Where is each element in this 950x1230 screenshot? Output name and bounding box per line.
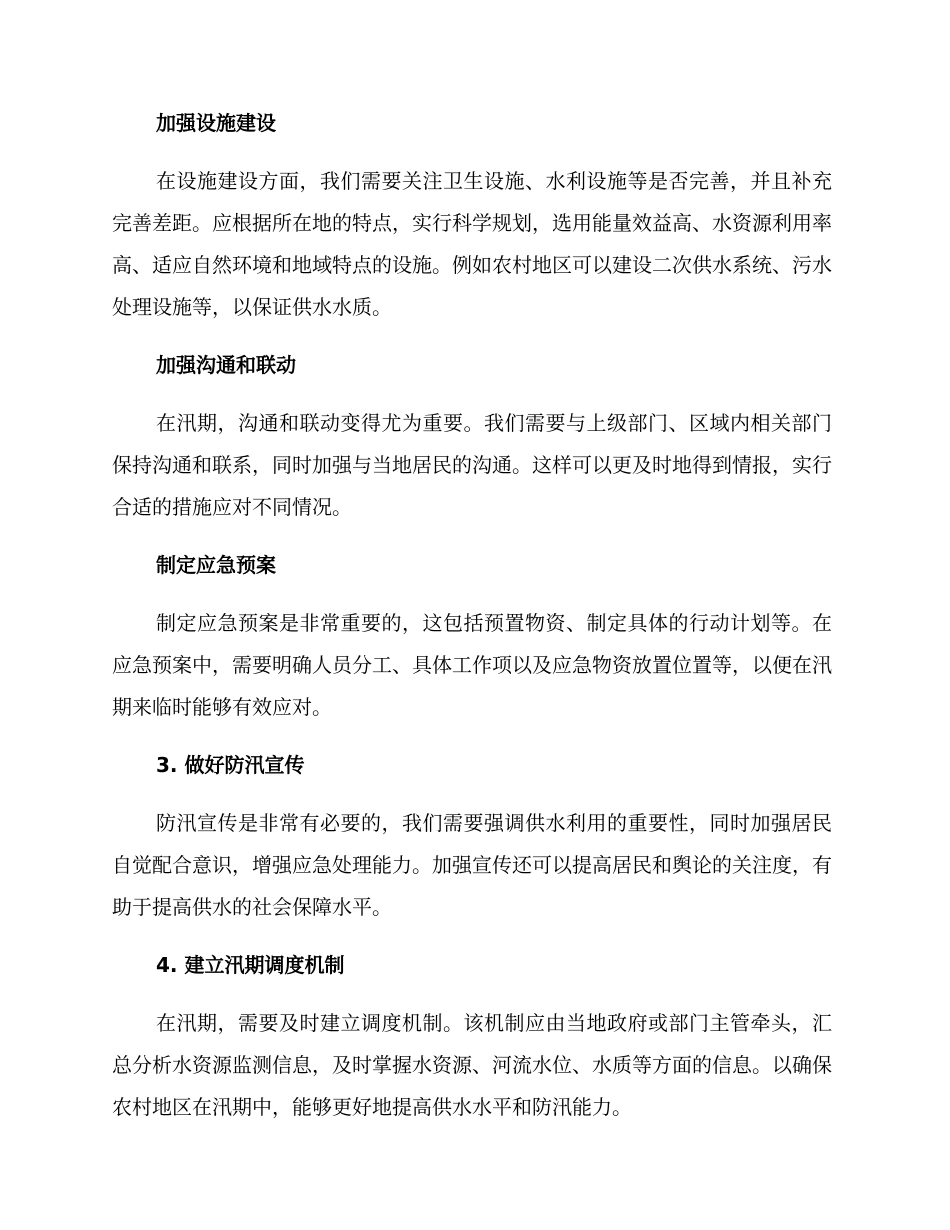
section-heading: 3. 做好防汛宣传 — [156, 753, 305, 777]
section-heading: 制定应急预案 — [156, 553, 276, 577]
section-heading: 4. 建立汛期调度机制 — [156, 953, 345, 977]
section-paragraph: 防汛宣传是非常有必要的，我们需要强调供水利用的重要性，同时加强居民自觉配合意识，增强应急处理能力。加强宣传还可以提高居民和舆论的关注度，有助于提高供水的社会保障水平。 — [112, 811, 832, 919]
section-paragraph: 在汛期，沟通和联动变得尤为重要。我们需要与上级部门、区域内相关部门保持沟通和联系，同时加强与当地居民的沟通。这样可以更及时地得到情报，实行合适的措施应对不同情况。 — [112, 411, 832, 519]
section-heading: 加强设施建设 — [156, 111, 276, 135]
document-page — [112, 108, 832, 1150]
section-dispatch-mechanism — [112, 950, 832, 1128]
section-heading: 加强沟通和联动 — [156, 353, 296, 377]
section-flood-publicity — [112, 750, 832, 928]
section-facility-construction — [112, 108, 832, 328]
section-emergency-plan — [112, 550, 832, 728]
section-paragraph: 在设施建设方面，我们需要关注卫生设施、水利设施等是否完善，并且补充完善差距。应根据所在地的特点，实行科学规划，选用能量效益高、水资源利用率高、适应自然环境和地域特点的设施。例如农村地区可以建设二次供水系统、污水处理设施等，以保证供水水质。 — [112, 169, 832, 319]
section-paragraph: 制定应急预案是非常重要的，这包括预置物资、制定具体的行动计划等。在应急预案中，需要明确人员分工、具体工作项以及应急物资放置位置等，以便在汛期来临时能够有效应对。 — [112, 611, 832, 719]
section-paragraph: 在汛期，需要及时建立调度机制。该机制应由当地政府或部门主管牵头，汇总分析水资源监测信息，及时掌握水资源、河流水位、水质等方面的信息。以确保农村地区在汛期中，能够更好地提高供水水平和防汛能力。 — [112, 1011, 832, 1119]
section-communication — [112, 350, 832, 528]
